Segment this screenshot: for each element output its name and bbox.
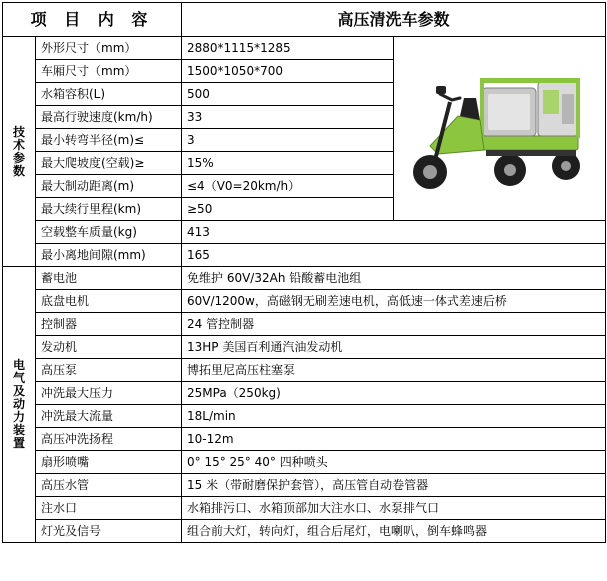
category-char: 数 [12,163,25,178]
category-equipment [3,267,36,543]
param-value: 3 [182,129,394,152]
param-value: 博拓里尼高压柱塞泵 [182,359,606,382]
param-label: 注水口 [36,497,182,520]
param-value: 水箱排污口、水箱顶部加大注水口、水泵排气口 [182,497,606,520]
category-char: 气 [12,371,25,385]
param-label: 车厢尺寸（mm） [36,60,182,83]
header-row [3,3,606,37]
param-label: 最大爬坡度(空载)≥ [36,152,182,175]
param-label: 最小转弯半径(m)≤ [36,129,182,152]
spec-table [2,2,606,543]
category-char: 装 [12,423,25,437]
param-label: 冲洗最大流量 [36,405,182,428]
param-label: 发动机 [36,336,182,359]
table-row [3,520,606,543]
table-row [3,244,606,267]
category-char: 参 [12,150,25,165]
param-value: 0° 15° 25° 40° 四种喷头 [182,451,606,474]
category-char: 术 [12,137,25,152]
param-label: 底盘电机 [36,290,182,313]
param-label: 扇形喷嘴 [36,451,182,474]
param-value: 10-12m [182,428,606,451]
table-row [3,428,606,451]
table-row [3,382,606,405]
category-tech [3,37,36,267]
table-row [3,336,606,359]
param-label: 外形尺寸（mm） [36,37,182,60]
param-value: ≤4（V0=20km/h） [182,175,394,198]
param-label: 最小离地间隙(mm) [36,244,182,267]
param-value: 1500*1050*700 [182,60,394,83]
param-value: 413 [182,221,606,244]
table-row [3,267,606,290]
param-value: 2880*1115*1285 [182,37,394,60]
param-label: 最大续行里程(km) [36,198,182,221]
param-value: 15% [182,152,394,175]
param-label: 高压水管 [36,474,182,497]
param-value: ≥50 [182,198,394,221]
table-row [3,359,606,382]
table-row [3,451,606,474]
table-row [3,497,606,520]
param-value: 165 [182,244,606,267]
param-value: 60V/1200w，高磁钢无刷差速电机，高低速一体式差速后桥 [182,290,606,313]
category-char: 技 [12,124,25,139]
param-value: 免维护 60V/32Ah 铅酸蓄电池组 [182,267,606,290]
param-value: 25MPa（250kg) [182,382,606,405]
param-value: 24 管控制器 [182,313,606,336]
param-label: 最高行驶速度(km/h) [36,106,182,129]
param-label: 冲洗最大压力 [36,382,182,405]
param-label: 高压泵 [36,359,182,382]
category-char: 电 [12,358,25,372]
table-row [3,37,606,60]
param-value: 500 [182,83,394,106]
table-row [3,405,606,428]
category-char: 动 [12,397,25,411]
table-row [3,221,606,244]
vehicle-image [400,54,600,204]
param-value: 15 米（带耐磨保护套管），高压管自动卷管器 [182,474,606,497]
param-label: 高压冲洗扬程 [36,428,182,451]
table-row [3,474,606,497]
param-label: 水箱容积(L) [36,83,182,106]
category-char: 及 [12,384,25,398]
param-label: 空载整车质量(kg) [36,221,182,244]
param-label: 控制器 [36,313,182,336]
param-label: 灯光及信号 [36,520,182,543]
table-row [3,313,606,336]
param-label: 最大制动距离(m) [36,175,182,198]
table-row [3,290,606,313]
param-value: 组合前大灯，转向灯，组合后尾灯，电喇叭，倒车蜂鸣器 [182,520,606,543]
category-char: 力 [12,410,25,424]
param-value: 33 [182,106,394,129]
vehicle-image-cell [394,37,606,221]
header-spec-title: 高压清洗车参数 [182,3,606,37]
param-value: 18L/min [182,405,606,428]
category-char: 置 [12,436,25,450]
param-value: 13HP 美国百利通汽油发动机 [182,336,606,359]
header-item-content: 项 目 内 容 [3,3,182,37]
param-label: 蓄电池 [36,267,182,290]
